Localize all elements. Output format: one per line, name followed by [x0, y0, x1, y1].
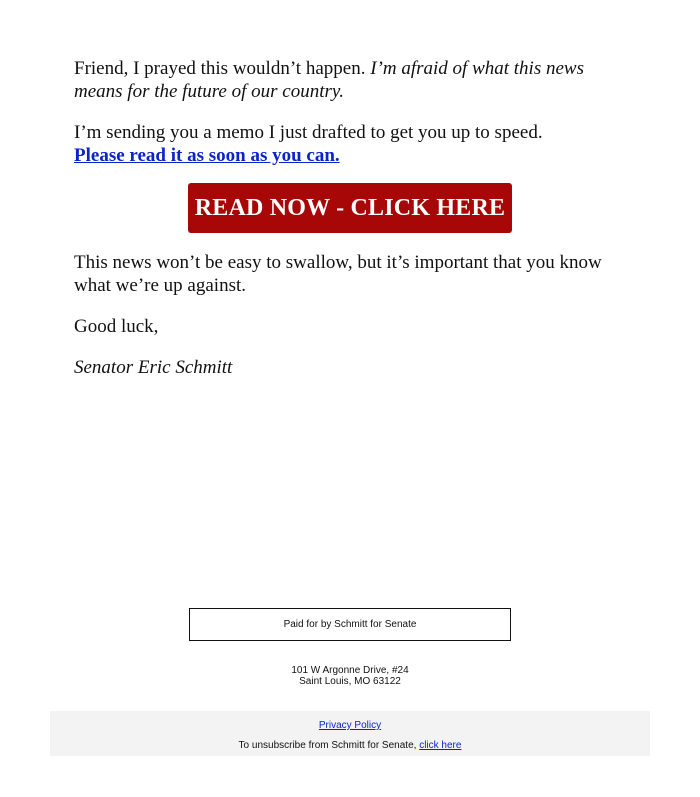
paid-for-disclaimer — [189, 608, 511, 641]
signature: Senator Eric Schmitt — [74, 357, 233, 378]
memo-text: I’m sending you a memo I just drafted to get you up to speed. — [74, 122, 543, 143]
paid-for-text: Paid for by Schmitt for Senate — [283, 619, 417, 630]
email-body — [74, 57, 634, 379]
intro-text: Friend, I prayed this wouldn’t happen. — [74, 58, 366, 79]
paragraph-intro — [74, 57, 634, 103]
address-line-2: Saint Louis, MO 63122 — [299, 676, 401, 687]
paragraph-warning: This news won’t be easy to swallow, but it’s important that you know what we’re up against. — [74, 252, 602, 296]
closing-text: Good luck, — [74, 316, 159, 337]
unsubscribe-row — [50, 740, 650, 751]
privacy-policy-link[interactable]: Privacy Policy — [318, 720, 382, 731]
cta-container — [74, 167, 626, 251]
footer-bar — [50, 711, 650, 756]
intro-italic-text: I’m afraid of what this news means for the future of our country. — [74, 58, 584, 102]
unsubscribe-link[interactable]: click here — [419, 740, 462, 751]
read-memo-link[interactable]: Please read it as soon as you can. — [74, 145, 340, 166]
address-line-1: 101 W Argonne Drive, #24 — [291, 665, 409, 676]
unsubscribe-text: To unsubscribe from Schmitt for Senate, — [238, 740, 420, 751]
read-now-button[interactable]: READ NOW - CLICK HERE — [188, 183, 512, 233]
privacy-row — [50, 720, 650, 731]
paragraph-memo — [74, 121, 634, 167]
mailing-address — [0, 665, 700, 687]
